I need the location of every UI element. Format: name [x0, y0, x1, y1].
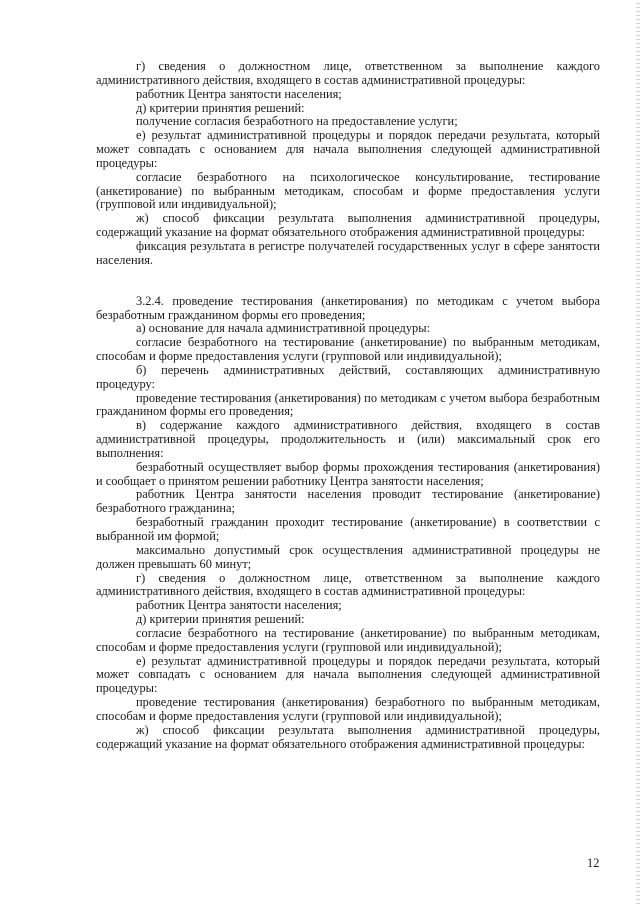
paragraph: согласие безработного на тестирование (анкетирование) по выбранным методикам, способам и форме предоставления услуги (групповой или индивидуальной); [96, 625, 600, 654]
paragraph: проведение тестирования (анкетирования) по методикам с учетом выбора безработным гражданином формы его проведения; [96, 390, 600, 419]
paragraph: согласие безработного на тестирование (анкетирование) по выбранным методикам, способам и форме предоставления услуги (групповой или индивидуальной); [96, 335, 600, 364]
paragraph: г) сведения о должностном лице, ответственном за выполнение каждого административного действия, входящего в состав административной процедуры: [96, 59, 600, 87]
paragraph: получение согласия безработного на предоставление услуги; [136, 114, 458, 129]
page-edge-scan-artifact [636, 0, 640, 905]
paragraph: 3.2.4. проведение тестирования (анкетирования) по методикам с учетом выбора безработным гражданином формы его проведения; [96, 293, 600, 322]
paragraph: работник Центра занятости населения проводит тестирование (анкетирование) безработного гражданина; [96, 487, 600, 516]
paragraph: ж) способ фиксации результата выполнения административной процедуры, содержащий указание на формат обязательного отображения административной процедуры: [96, 211, 600, 240]
paragraph: д) критерии принятия решений: [136, 100, 305, 115]
paragraph: е) результат административной процедуры и порядок передачи результата, который может совпадать с основанием для начала выполнения следующей административной процедуры: [96, 128, 600, 170]
paragraph: в) содержание каждого административного действия, входящего в состав административной процедуры, продолжительность и (или) максимальный срок его выполнения: [96, 418, 600, 460]
paragraph: д) критерии принятия решений: [136, 612, 305, 627]
paragraph: б) перечень административных действий, составляющих административную процедуру: [96, 362, 600, 391]
paragraph: фиксация результата в регистре получателей государственных услуг в сфере занятости населения. [96, 238, 600, 267]
paragraph: ж) способ фиксации результата выполнения административной процедуры, содержащий указание на формат обязательного отображения административной процедуры: [96, 722, 600, 751]
paragraph: согласие безработного на психологическое консультирование, тестирование (анкетирование) по выбранным методикам, способам и форме предоставления услуги (групповой или индивидуальной); [96, 169, 600, 212]
paragraph: е) результат административной процедуры и порядок передачи результата, который может совпадать с основанием для начала выполнения следующей административной процедуры: [96, 653, 600, 696]
paragraph-spacer [96, 268, 600, 295]
paragraph: безработный осуществляет выбор формы прохождения тестирования (анкетирования) и сообщает о принятом решении работнику Центра занятости населения; [96, 459, 600, 488]
document-body [96, 60, 600, 752]
paragraph: а) основание для начала административной процедуры: [136, 321, 431, 336]
paragraph: проведение тестирования (анкетирования) безработного по выбранным методикам, способам и форме предоставления услуги (групповой или индивидуальной); [96, 695, 600, 723]
paragraph: работник Центра занятости населения; [136, 86, 342, 101]
paragraph: г) сведения о должностном лице, ответственном за выполнение каждого административного действия, входящего в состав административной процедуры: [96, 570, 600, 599]
page-number: 12 [587, 856, 600, 870]
paragraph: максимально допустимый срок осуществления административной процедуры не должен превышать 60 минут; [96, 542, 600, 571]
paragraph: безработный гражданин проходит тестирование (анкетирование) в соответствии с выбранной им формой; [96, 515, 600, 543]
paragraph: работник Центра занятости населения; [136, 598, 342, 613]
